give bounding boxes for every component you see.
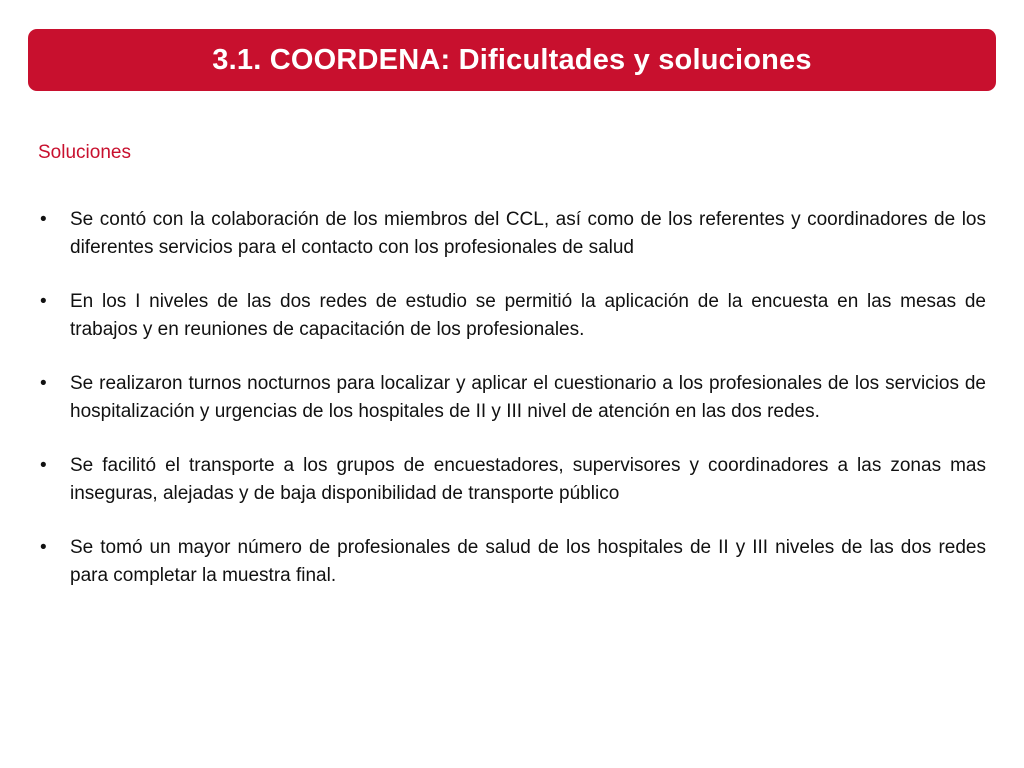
bullet-marker: • — [40, 373, 47, 394]
bullet-text: Se realizaron turnos nocturnos para localizar y aplicar el cuestionario a los profesionales de los servicios de hospitalización y urgencias de los hospitales de II y III nivel de atención en las dos redes. — [70, 373, 986, 422]
bullet-text: En los I niveles de las dos redes de estudio se permitió la aplicación de la encuesta en las mesas de trabajos y en reuniones de capacitación de los profesionales. — [70, 291, 986, 340]
bullet-item — [38, 288, 986, 344]
title-banner — [28, 29, 996, 91]
bullet-text: Se tomó un mayor número de profesionales de salud de los hospitales de II y III niveles de las dos redes para completar la muestra final. — [70, 537, 986, 586]
bullet-item — [38, 534, 986, 590]
bullet-text: Se contó con la colaboración de los miembros del CCL, así como de los referentes y coordinadores de los diferentes servicios para el contacto con los profesionales de salud — [70, 209, 986, 258]
bullet-marker: • — [40, 455, 47, 476]
bullet-item — [38, 370, 986, 426]
bullet-marker: • — [40, 209, 47, 230]
bullet-text: Se facilitó el transporte a los grupos de encuestadores, supervisores y coordinadores a las zonas mas inseguras, alejadas y de baja disponibilidad de transporte público — [70, 455, 986, 504]
bullet-item — [38, 206, 986, 262]
bullet-list — [38, 206, 986, 590]
bullet-item — [38, 452, 986, 508]
bullet-marker: • — [40, 291, 47, 312]
slide-title: 3.1. COORDENA: Dificultades y soluciones — [212, 43, 812, 76]
section-heading: Soluciones — [38, 142, 131, 163]
bullet-marker: • — [40, 537, 47, 558]
